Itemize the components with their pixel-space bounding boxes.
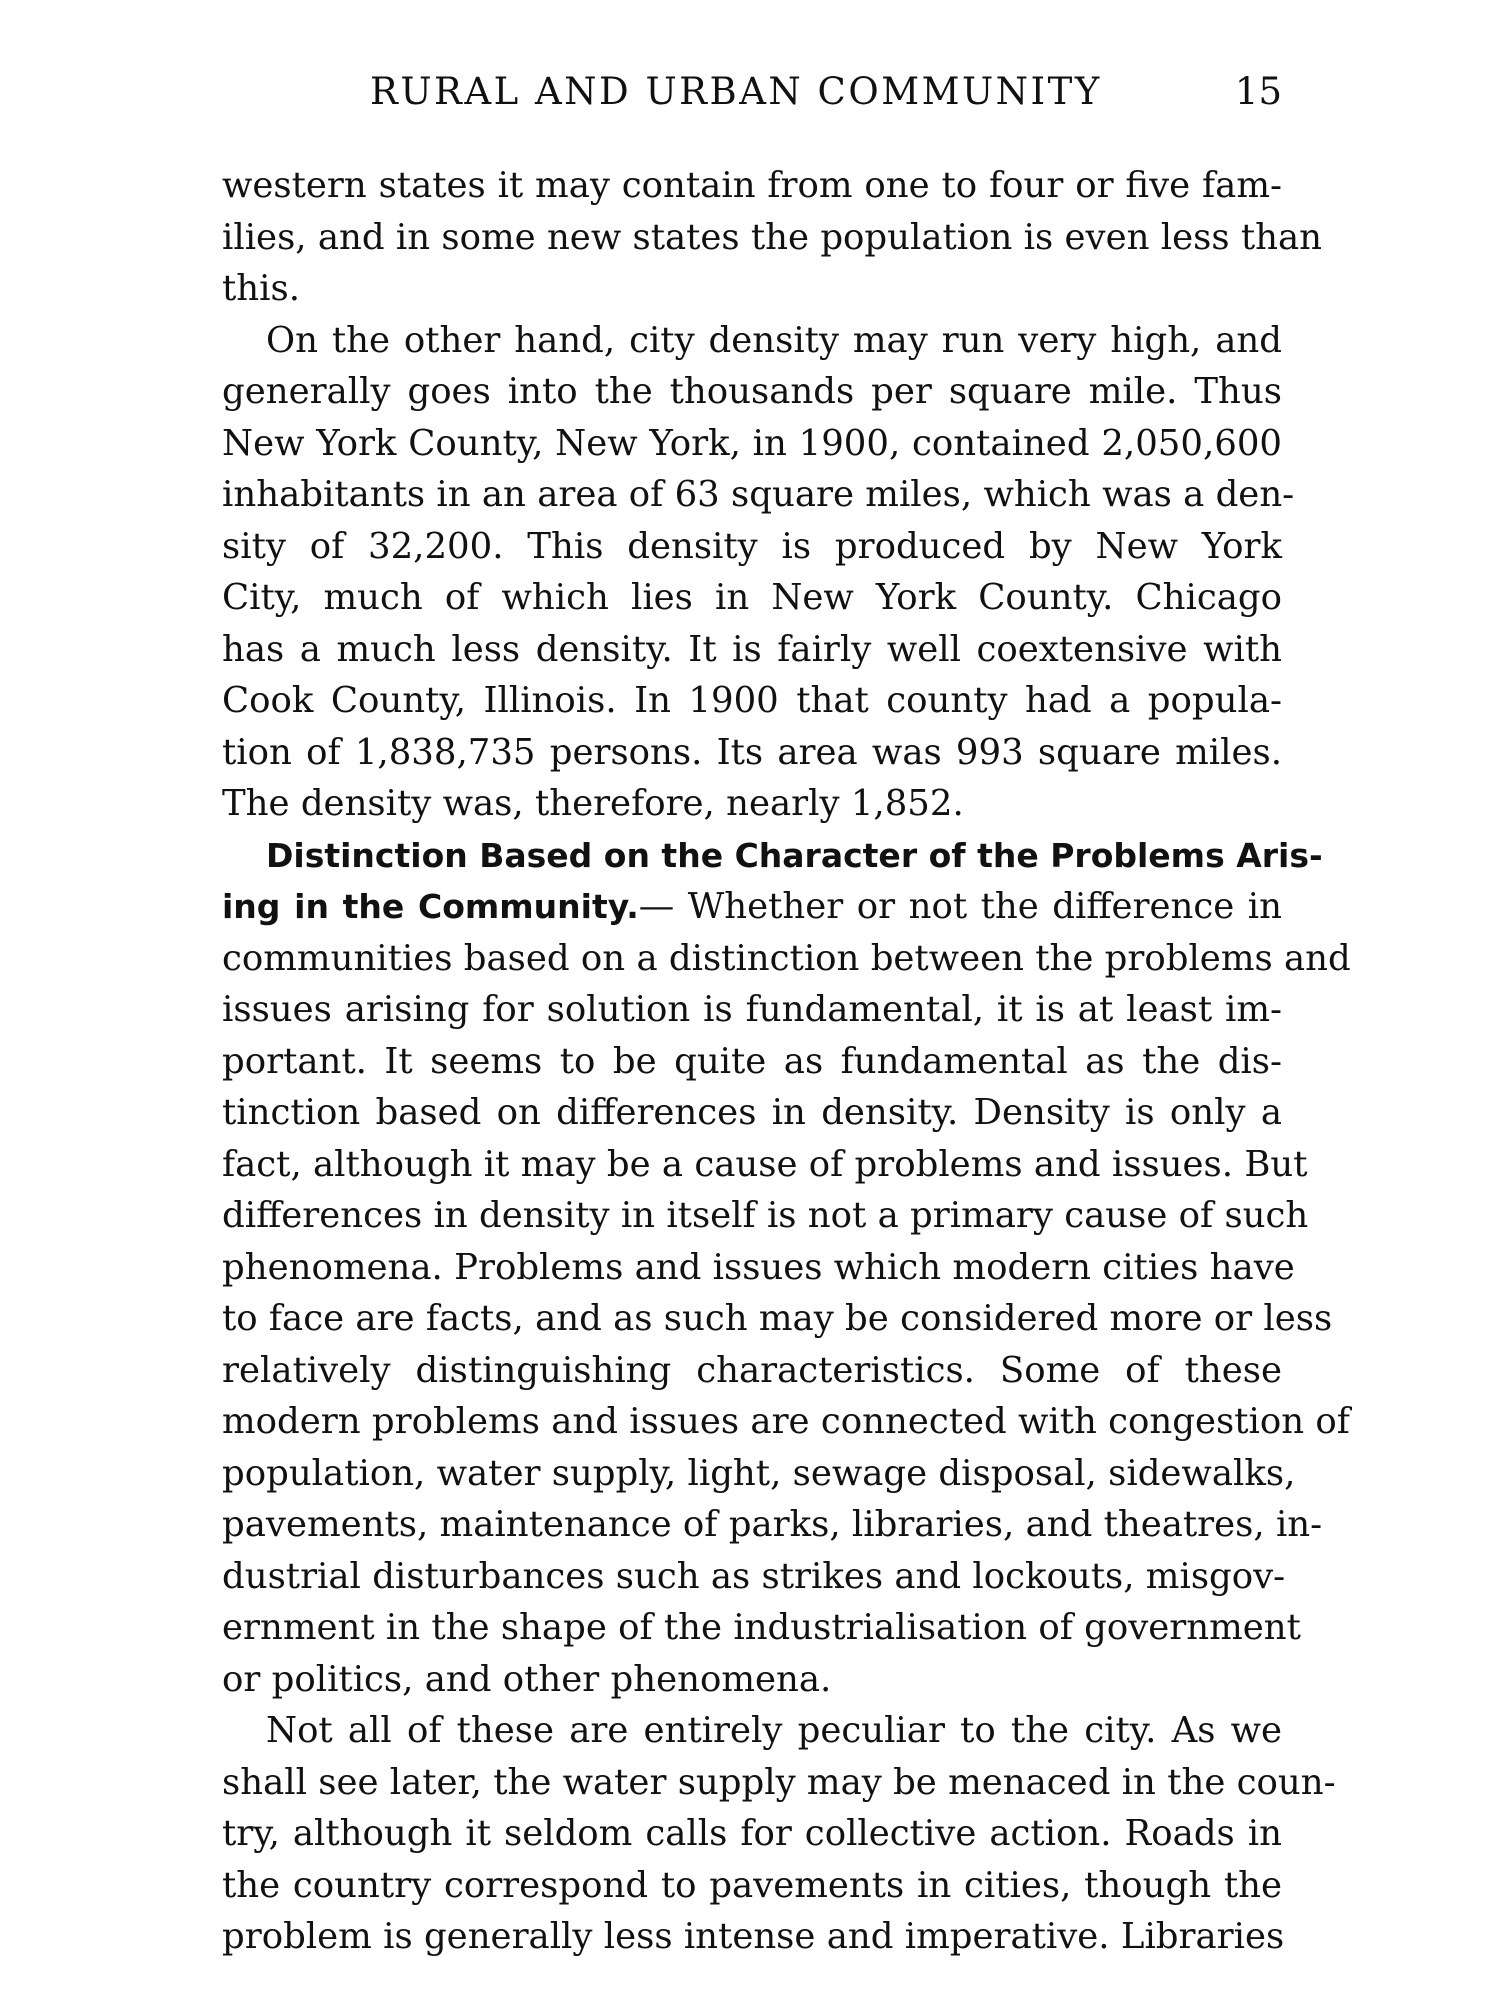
text-line: communities based on a distinction between the problems and [222, 937, 1351, 979]
paragraph-continuation [222, 160, 1322, 315]
text-line: Cook County, Illinois. In 1900 that county had a popula- [222, 680, 1282, 721]
running-head [222, 70, 1282, 130]
text-line: to face are facts, and as such may be considered more or less [222, 1298, 1333, 1339]
text-line: or politics, and other phenomena. [222, 1658, 832, 1700]
text-line: generally goes into the thousands per square mile. Thus [222, 371, 1282, 412]
text-line: dustrial disturbances such as strikes and lockouts, misgov- [222, 1555, 1286, 1597]
paragraph-problems-distinction [222, 830, 1351, 1706]
text-line: has a much less density. It is fairly well coextensive with [222, 628, 1282, 670]
text-line: sity of 32,200. This density is produced by New York [222, 525, 1282, 567]
text-line: try, although it seldom calls for collective action. Roads in [222, 1813, 1282, 1854]
text-line: differences in density in itself is not a primary cause of such [222, 1195, 1309, 1236]
body-text [222, 160, 1351, 1963]
heading-following-text: — Whether or not the difference in [638, 886, 1282, 927]
text-line [222, 830, 1323, 882]
running-title: RURAL AND URBAN COMMUNITY [370, 70, 1102, 113]
text-line: pavements, maintenance of parks, libraries, and theatres, in- [222, 1504, 1323, 1545]
text-line: City, much of which lies in New York County. Chicago [222, 577, 1282, 618]
text-line: Not all of these are entirely peculiar to the city. As we [266, 1710, 1282, 1751]
text-line [222, 881, 1282, 933]
page-number: 15 [1234, 70, 1282, 113]
text-line: fact, although it may be a cause of problems and issues. But [222, 1143, 1308, 1185]
text-line: problem is generally less intense and imperative. Libraries [222, 1916, 1285, 1957]
text-line: inhabitants in an area of 63 square miles, which was a den- [222, 474, 1295, 515]
text-line: ernment in the shape of the industrialisation of government [222, 1607, 1301, 1648]
paragraph-city-density [222, 315, 1295, 830]
text-line: this. [222, 268, 300, 309]
text-line: phenomena. Problems and issues which modern cities have [222, 1246, 1295, 1288]
text-line: tinction based on differences in density. Density is only a [222, 1092, 1282, 1133]
text-line: tion of 1,838,735 persons. Its area was 993 square miles. [222, 731, 1282, 773]
text-line: The density was, therefore, nearly 1,852. [222, 783, 964, 824]
text-line: modern problems and issues are connected with congestion of [222, 1401, 1350, 1442]
text-line: relatively distinguishing characteristics. Some of these [222, 1349, 1282, 1391]
text-line: issues arising for solution is fundamental, it is at least im- [222, 989, 1282, 1030]
text-line: western states it may contain from one to four or five fam- [222, 165, 1282, 206]
text-line: population, water supply, light, sewage disposal, sidewalks, [222, 1452, 1296, 1494]
paragraph-not-peculiar [222, 1705, 1336, 1963]
text-line: the country correspond to pavements in cities, though the [222, 1864, 1282, 1906]
text-line: On the other hand, city density may run very high, and [266, 319, 1282, 361]
text-line: portant. It seems to be quite as fundamental as the dis- [222, 1040, 1282, 1082]
section-heading-continued: ing in the Community. [222, 887, 639, 926]
text-line: ilies, and in some new states the population is even less than [222, 216, 1322, 258]
text-line: shall see later, the water supply may be menaced in the coun- [222, 1761, 1336, 1803]
text-line: New York County, New York, in 1900, contained 2,050,600 [222, 422, 1282, 464]
section-heading: Distinction Based on the Character of the Problems Aris- [266, 835, 1323, 875]
